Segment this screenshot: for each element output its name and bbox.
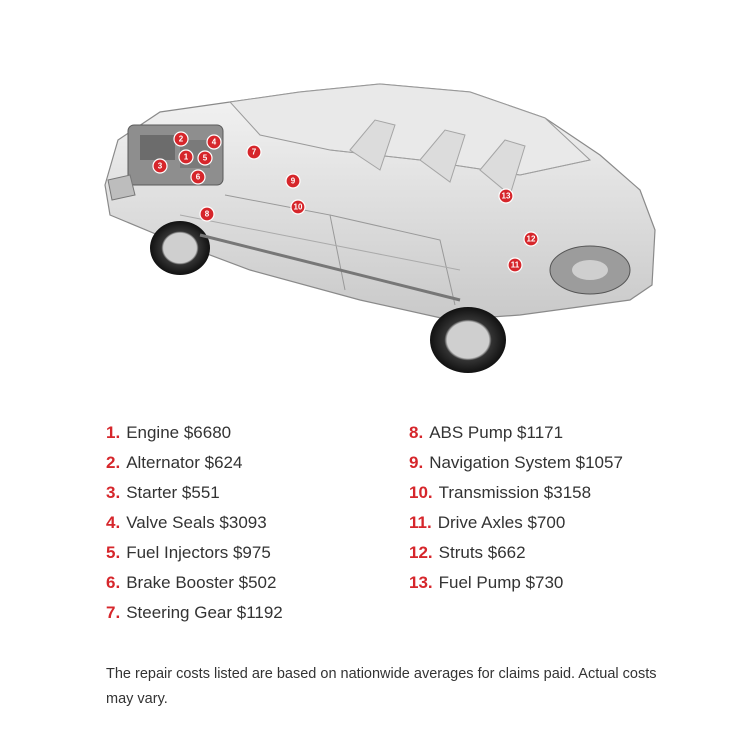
part-item-transmission xyxy=(409,478,623,508)
part-label: Valve Seals $3093 xyxy=(126,513,267,532)
marker-5 xyxy=(198,151,212,165)
part-item-alternator xyxy=(106,448,283,478)
part-number: 9. xyxy=(409,453,424,472)
car-cutaway-illustration xyxy=(95,78,665,388)
part-item-engine xyxy=(106,418,283,448)
marker-13-label: 13 xyxy=(501,191,511,201)
marker-11-label: 11 xyxy=(510,260,520,270)
marker-13 xyxy=(499,189,513,203)
marker-8-label: 8 xyxy=(204,209,210,219)
part-item-fuel-pump xyxy=(409,568,623,598)
marker-2 xyxy=(174,132,188,146)
part-label: Struts $662 xyxy=(438,543,526,562)
marker-4 xyxy=(207,135,221,149)
marker-3-label: 3 xyxy=(157,161,163,171)
part-label: Navigation System $1057 xyxy=(429,453,623,472)
part-number: 11. xyxy=(409,513,432,532)
marker-1-label: 1 xyxy=(183,152,189,162)
marker-4-label: 4 xyxy=(211,137,217,147)
part-number: 6. xyxy=(106,573,121,592)
part-label: Brake Booster $502 xyxy=(126,573,277,592)
part-number: 1. xyxy=(106,423,121,442)
part-number: 13. xyxy=(409,573,433,592)
parts-list-left xyxy=(106,418,283,628)
part-number: 5. xyxy=(106,543,121,562)
marker-5-label: 5 xyxy=(202,153,208,163)
marker-10 xyxy=(291,200,305,214)
part-label: Steering Gear $1192 xyxy=(126,603,283,622)
marker-8 xyxy=(200,207,214,221)
marker-2-label: 2 xyxy=(178,134,184,144)
marker-12 xyxy=(524,232,538,246)
part-item-brake-booster xyxy=(106,568,283,598)
part-item-starter xyxy=(106,478,283,508)
disclaimer-footnote: The repair costs listed are based on nationwide averages for claims paid. Actual costs may vary. xyxy=(106,666,657,707)
part-item-steering-gear xyxy=(106,598,283,628)
marker-9-label: 9 xyxy=(290,176,296,186)
marker-12-label: 12 xyxy=(526,234,536,244)
part-number: 12. xyxy=(409,543,433,562)
part-label: Fuel Injectors $975 xyxy=(126,543,271,562)
part-label: Fuel Pump $730 xyxy=(438,573,564,592)
part-number: 2. xyxy=(106,453,121,472)
part-label: ABS Pump $1171 xyxy=(429,423,564,442)
part-label: Starter $551 xyxy=(126,483,220,502)
part-label: Alternator $624 xyxy=(126,453,243,472)
part-label: Engine $6680 xyxy=(126,423,232,442)
marker-7 xyxy=(247,145,261,159)
part-item-struts xyxy=(409,538,623,568)
rear-wheel xyxy=(430,307,506,373)
part-number: 4. xyxy=(106,513,121,532)
marker-10-label: 10 xyxy=(293,202,303,212)
parts-list-right xyxy=(409,418,623,598)
part-number: 3. xyxy=(106,483,121,502)
marker-6 xyxy=(191,170,205,184)
part-label: Drive Axles $700 xyxy=(437,513,566,532)
marker-6-label: 6 xyxy=(195,172,201,182)
part-item-abs-pump xyxy=(409,418,623,448)
part-label: Transmission $3158 xyxy=(438,483,592,502)
marker-7-label: 7 xyxy=(251,147,257,157)
front-wheel xyxy=(150,221,210,275)
part-number: 7. xyxy=(106,603,121,622)
part-item-drive-axles xyxy=(409,508,623,538)
part-number: 8. xyxy=(409,423,424,442)
part-number: 10. xyxy=(409,483,433,502)
marker-1 xyxy=(179,150,193,164)
part-item-fuel-injectors xyxy=(106,538,283,568)
marker-3 xyxy=(153,159,167,173)
part-item-navigation-system xyxy=(409,448,623,478)
marker-9 xyxy=(286,174,300,188)
marker-11 xyxy=(508,258,522,272)
part-item-valve-seals xyxy=(106,508,283,538)
